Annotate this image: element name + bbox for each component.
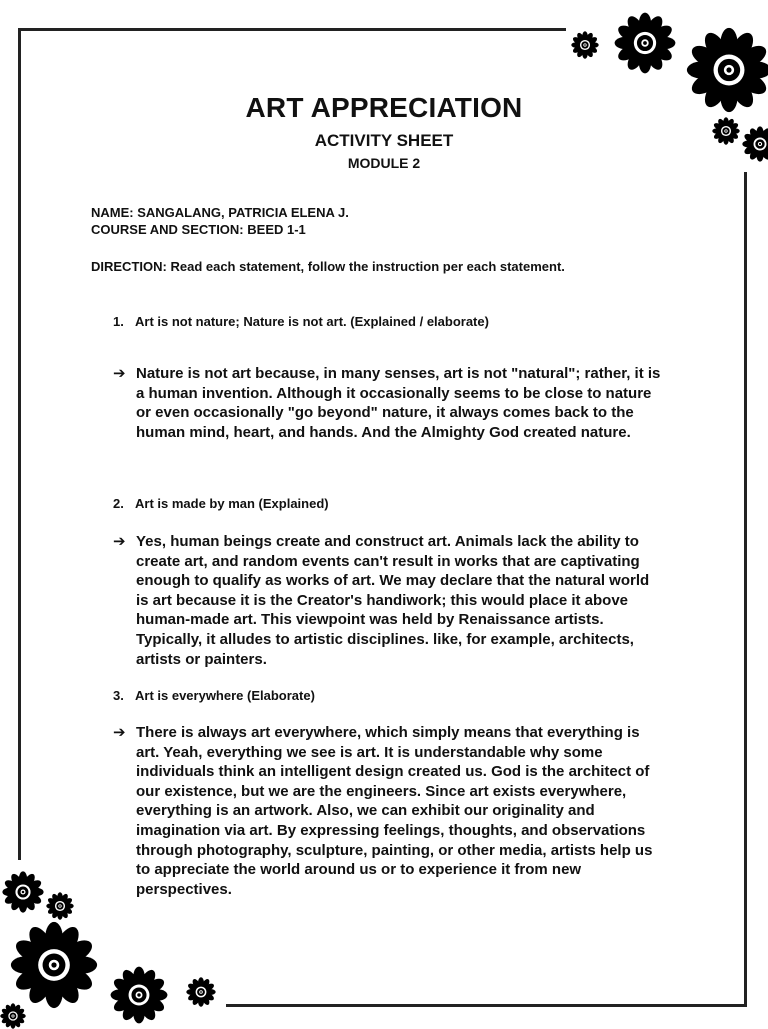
- answer-block: [113, 364, 693, 442]
- question-text: Art is not nature; Nature is not art. (Explained / elaborate): [135, 314, 489, 329]
- question-item: [113, 688, 315, 703]
- name-label: NAME:: [91, 205, 134, 220]
- flower-icon: [0, 1003, 26, 1029]
- flower-icon: [571, 31, 599, 59]
- arrow-bullet-icon: ➔: [113, 724, 126, 741]
- page-border-left: [18, 28, 21, 860]
- answer-text: Yes, human beings create and construct art. Animals lack the ability to create art, and random events can't result in works that are captivating enough to qualify as works of art. We may declare that the natural world is art because it is the Creator's handiwork; this would place it above human-made art. This viewpoint was held by Renaissance artists. Typically, it alludes to artistic disciplines. like, for example, architects, artists or painters.: [136, 533, 650, 668]
- flower-icon: [614, 12, 676, 74]
- question-text: Art is everywhere (Elaborate): [135, 688, 315, 703]
- direction-line: [91, 259, 565, 274]
- flower-icon: [6, 921, 102, 1009]
- question-text: Art is made by man (Explained): [135, 496, 329, 511]
- page-title: ART APPRECIATION: [245, 92, 523, 123]
- flower-icon: [108, 966, 170, 1024]
- answer-text: Nature is not art because, in many senses, art is not "natural"; rather, it is a human invention. Although it occasionally seems to be close to nature or even occasionally "go beyond" nature, it always comes back to the human mind, heart, and hands. And the Almighty God created nature.: [136, 365, 661, 441]
- flower-icon: [46, 892, 74, 920]
- module-label: MODULE 2: [347, 155, 421, 171]
- question-item: [113, 314, 489, 329]
- answer-block: [113, 723, 693, 899]
- course-value: BEED 1-1: [247, 222, 306, 237]
- question-item: [113, 496, 329, 511]
- course-label: COURSE AND SECTION:: [91, 222, 244, 237]
- direction-text: Read each statement, follow the instruction per each statement.: [170, 259, 565, 274]
- page-border-bottom: [226, 1004, 747, 1007]
- answer-text: There is always art everywhere, which simply means that everything is art. Yeah, everything we see is art. It is understandable why some individuals think an intelligent design created us. God is the architect of our existence, but we are the engineers. Since art exists everywhere, everything is an artwork. Also, we can exhibit our originality and imagination via art. By expressing feelings, thoughts, and observations through photography, sculpture, painting, or other media, artists help us to appreciate the world around us or to experience it from new perspectives.: [136, 724, 653, 898]
- name-value: SANGALANG, PATRICIA ELENA J.: [137, 205, 349, 220]
- page-border-top: [18, 28, 566, 31]
- page-subtitle: ACTIVITY SHEET: [314, 131, 454, 150]
- student-name-line: [91, 205, 349, 220]
- flower-icon: [2, 871, 44, 913]
- question-number: 1.: [113, 314, 124, 329]
- arrow-bullet-icon: ➔: [113, 533, 126, 550]
- course-section-line: [91, 222, 306, 237]
- flower-icon: [186, 977, 216, 1007]
- question-number: 2.: [113, 496, 124, 511]
- direction-label: DIRECTION:: [91, 259, 167, 274]
- answer-block: [113, 532, 693, 669]
- page-border-right: [744, 172, 747, 1007]
- arrow-bullet-icon: ➔: [113, 365, 126, 382]
- question-number: 3.: [113, 688, 124, 703]
